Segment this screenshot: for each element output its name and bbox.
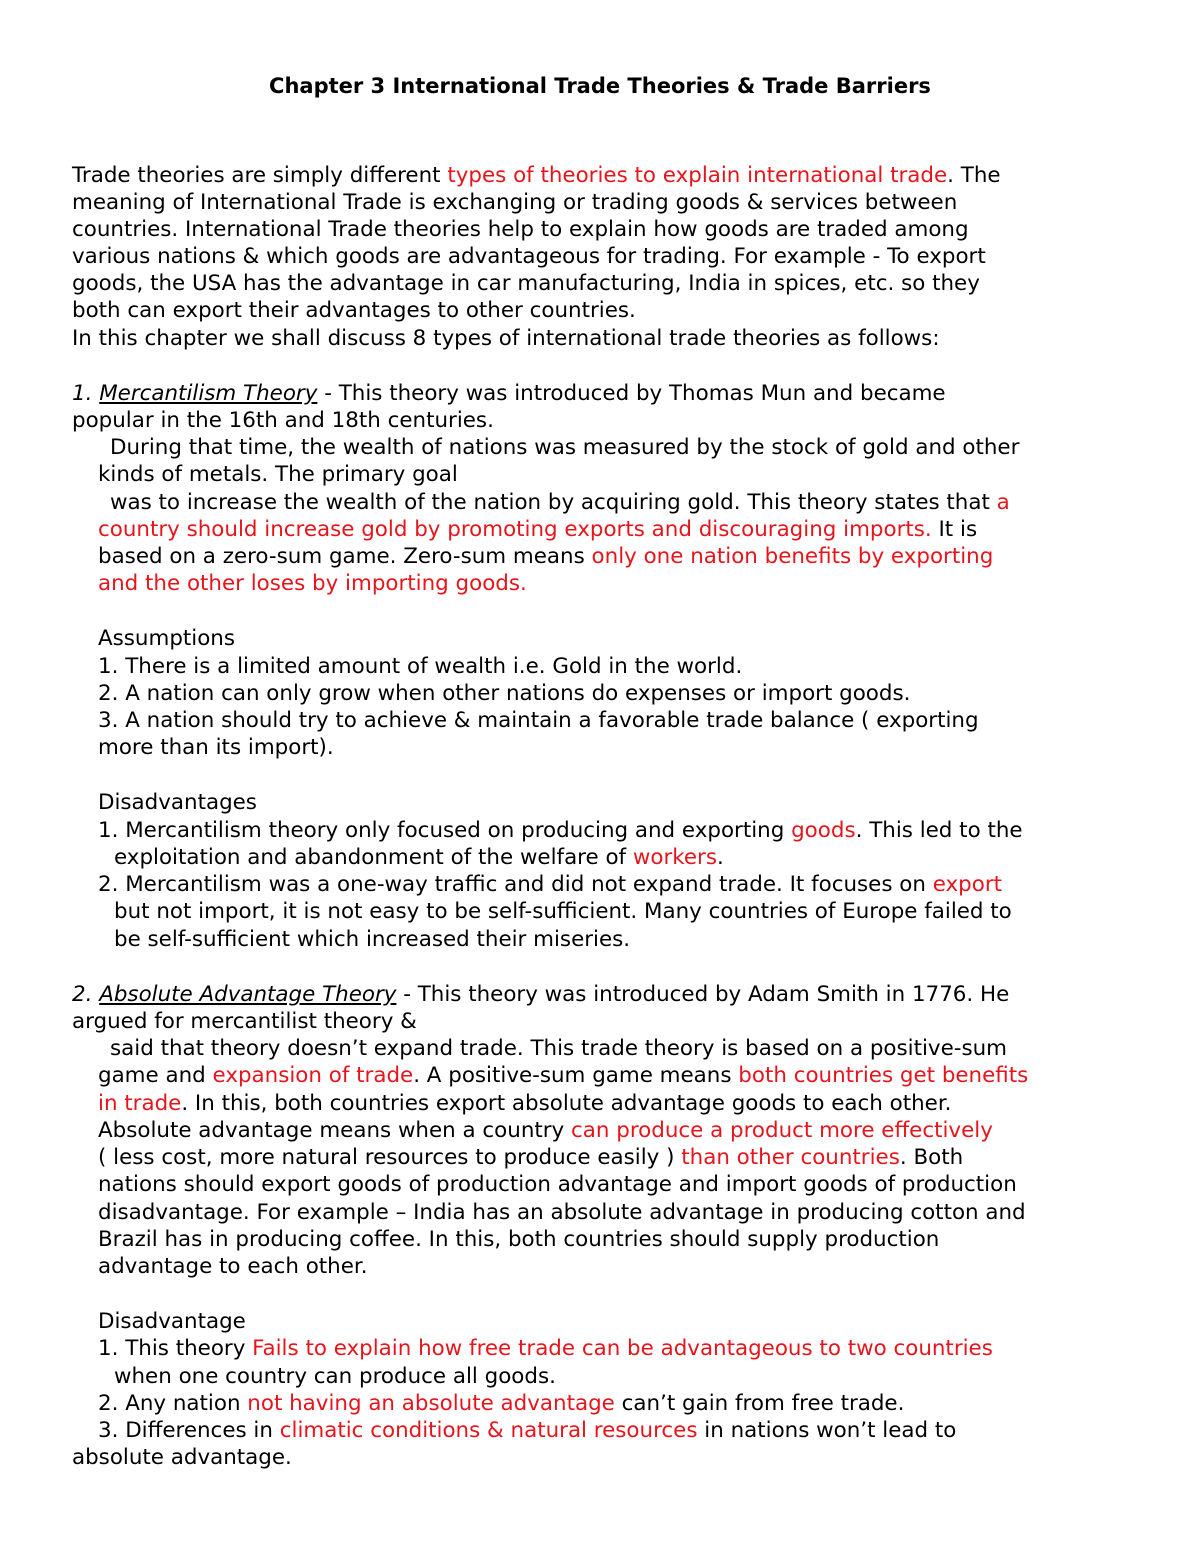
text-line bbox=[98, 653, 742, 680]
text-segment: 1. There is a limited amount of wealth i.e. Gold in the world. bbox=[98, 654, 743, 679]
text-line bbox=[72, 380, 946, 407]
text-segment: - This theory was introduced by Thomas Mun and became bbox=[317, 381, 946, 406]
text-line bbox=[114, 844, 724, 871]
text-segment: said that theory doesn’t expand trade. This trade theory is based on a positive-sum bbox=[110, 1036, 1008, 1061]
text-line bbox=[98, 543, 993, 570]
text-segment: in nations won’t lead to bbox=[697, 1418, 957, 1443]
highlighted-text: types of theories to explain international trade bbox=[447, 163, 948, 188]
text-line bbox=[72, 216, 969, 243]
text-segment: both can export their advantages to other countries. bbox=[72, 298, 636, 323]
highlighted-text: and the other loses by importing goods. bbox=[98, 571, 527, 596]
text-line bbox=[72, 325, 940, 352]
text-line bbox=[98, 1335, 993, 1362]
text-line bbox=[98, 461, 458, 488]
text-line bbox=[98, 1090, 951, 1117]
text-line bbox=[110, 434, 1019, 461]
text-segment: goods, the USA has the advantage in car manufacturing, India in spices, etc. so they bbox=[72, 271, 980, 296]
text-segment: 1. bbox=[72, 381, 100, 406]
text-line bbox=[98, 1144, 963, 1171]
page-title: Chapter 3 International Trade Theories & Trade Barriers bbox=[269, 74, 931, 98]
text-segment: Absolute advantage means when a country bbox=[98, 1118, 572, 1143]
text-line bbox=[98, 516, 977, 543]
text-segment: Disadvantages bbox=[98, 790, 257, 815]
text-segment: 2. Any nation bbox=[98, 1391, 248, 1416]
text-segment: various nations & which goods are advantageous for trading. For example - To export bbox=[72, 244, 986, 269]
highlighted-text: only one nation benefits by exporting bbox=[591, 544, 994, 569]
text-line bbox=[98, 1226, 939, 1253]
text-line bbox=[98, 1199, 1026, 1226]
highlighted-text: expansion of trade bbox=[212, 1063, 414, 1088]
text-line bbox=[98, 817, 1023, 844]
text-segment: more than its import). bbox=[98, 735, 334, 760]
text-line bbox=[98, 1062, 1028, 1089]
text-segment: Assumptions bbox=[98, 626, 236, 651]
text-segment: kinds of metals. The primary goal bbox=[98, 462, 458, 487]
text-segment: but not import, it is not easy to be self-sufficient. Many countries of Europe failed to bbox=[114, 899, 1012, 924]
text-segment: advantage to each other. bbox=[98, 1254, 368, 1279]
text-line bbox=[72, 162, 1001, 189]
text-segment: During that time, the wealth of nations was measured by the stock of gold and other bbox=[110, 435, 1020, 460]
highlighted-text: goods bbox=[791, 818, 856, 843]
text-segment: nations should export goods of production advantage and import goods of production bbox=[98, 1172, 1017, 1197]
text-line bbox=[114, 1363, 556, 1390]
text-segment: ( less cost, more natural resources to produce easily ) bbox=[98, 1145, 682, 1170]
text-segment: based on a zero-sum game. Zero-sum means bbox=[98, 544, 592, 569]
text-segment: . bbox=[717, 845, 724, 870]
text-line bbox=[72, 407, 494, 434]
text-line bbox=[110, 1035, 1007, 1062]
text-segment: . A positive-sum game means bbox=[413, 1063, 739, 1088]
highlighted-text: climatic conditions & natural resources bbox=[279, 1418, 698, 1443]
text-line bbox=[98, 734, 334, 761]
theory-heading: Absolute Advantage Theory bbox=[99, 982, 397, 1007]
text-segment: game and bbox=[98, 1063, 213, 1088]
text-segment: when one country can produce all goods. bbox=[114, 1364, 556, 1389]
text-segment: Brazil has in producing coffee. In this, both countries should supply production bbox=[98, 1227, 940, 1252]
text-segment: 1. Mercantilism theory only focused on producing and exporting bbox=[98, 818, 792, 843]
text-line bbox=[98, 707, 979, 734]
text-line bbox=[72, 1008, 417, 1035]
text-segment: . Both bbox=[899, 1145, 964, 1170]
highlighted-text: a bbox=[996, 490, 1010, 515]
text-segment: was to increase the wealth of the nation by acquiring gold. This theory states that bbox=[110, 490, 997, 515]
highlighted-text: than other countries bbox=[681, 1145, 900, 1170]
text-line bbox=[98, 570, 527, 597]
text-segment: countries. International Trade theories help to explain how goods are traded among bbox=[72, 217, 969, 242]
text-line bbox=[98, 789, 257, 816]
text-segment: - This theory was introduced by Adam Smith in 1776. He bbox=[396, 982, 1010, 1007]
highlighted-text: Fails to explain how free trade can be advantageous to two countries bbox=[252, 1336, 993, 1361]
text-line bbox=[114, 898, 1012, 925]
text-line bbox=[98, 680, 910, 707]
text-line bbox=[72, 297, 636, 324]
text-line bbox=[72, 189, 957, 216]
highlighted-text: in trade bbox=[98, 1091, 182, 1116]
text-segment: . This led to the bbox=[855, 818, 1023, 843]
text-line bbox=[72, 1444, 292, 1471]
text-segment: absolute advantage. bbox=[72, 1445, 292, 1470]
highlighted-text: can produce a product more effectively bbox=[571, 1118, 993, 1143]
text-line bbox=[98, 1417, 956, 1444]
text-segment: Trade theories are simply different bbox=[72, 163, 448, 188]
highlighted-text: both countries get benefits bbox=[738, 1063, 1029, 1088]
text-line bbox=[98, 871, 1002, 898]
text-segment: 2. Mercantilism was a one-way traffic and did not expand trade. It focuses on bbox=[98, 872, 933, 897]
text-line bbox=[98, 625, 235, 652]
text-line bbox=[114, 926, 630, 953]
text-line bbox=[98, 1117, 993, 1144]
highlighted-text: workers bbox=[632, 845, 717, 870]
text-segment: exploitation and abandonment of the welfare of bbox=[114, 845, 633, 870]
text-line bbox=[98, 1390, 904, 1417]
text-segment: It is bbox=[931, 517, 978, 542]
highlighted-text: not having an absolute advantage bbox=[247, 1391, 615, 1416]
theory-heading: Mercantilism Theory bbox=[99, 381, 318, 406]
text-line bbox=[72, 243, 986, 270]
text-segment: can’t gain from free trade. bbox=[614, 1391, 905, 1416]
text-segment: argued for mercantilist theory & bbox=[72, 1009, 417, 1034]
text-segment: popular in the 16th and 18th centuries. bbox=[72, 408, 494, 433]
text-segment: 3. A nation should try to achieve & maintain a favorable trade balance ( exporting bbox=[98, 708, 979, 733]
highlighted-text: country should increase gold by promoting exports and discouraging imports. bbox=[98, 517, 932, 542]
text-segment: Disadvantage bbox=[98, 1309, 246, 1334]
text-segment: . In this, both countries export absolute advantage goods to each other. bbox=[181, 1091, 952, 1116]
text-segment: 2. bbox=[72, 982, 100, 1007]
text-segment: be self-sufficient which increased their miseries. bbox=[114, 927, 631, 952]
text-segment: 2. A nation can only grow when other nations do expenses or import goods. bbox=[98, 681, 911, 706]
text-line bbox=[98, 1308, 246, 1335]
text-segment: 3. Differences in bbox=[98, 1418, 280, 1443]
text-segment: meaning of International Trade is exchanging or trading goods & services between bbox=[72, 190, 958, 215]
highlighted-text: export bbox=[932, 872, 1003, 897]
text-line bbox=[110, 489, 1010, 516]
text-line bbox=[98, 1253, 368, 1280]
text-segment: . The bbox=[947, 163, 1001, 188]
text-segment: disadvantage. For example – India has an absolute advantage in producing cotton and bbox=[98, 1200, 1026, 1225]
text-segment: 1. This theory bbox=[98, 1336, 253, 1361]
text-segment: In this chapter we shall discuss 8 types of international trade theories as follows: bbox=[72, 326, 940, 351]
text-line bbox=[98, 1171, 1017, 1198]
text-line bbox=[72, 981, 1009, 1008]
text-line bbox=[72, 270, 980, 297]
